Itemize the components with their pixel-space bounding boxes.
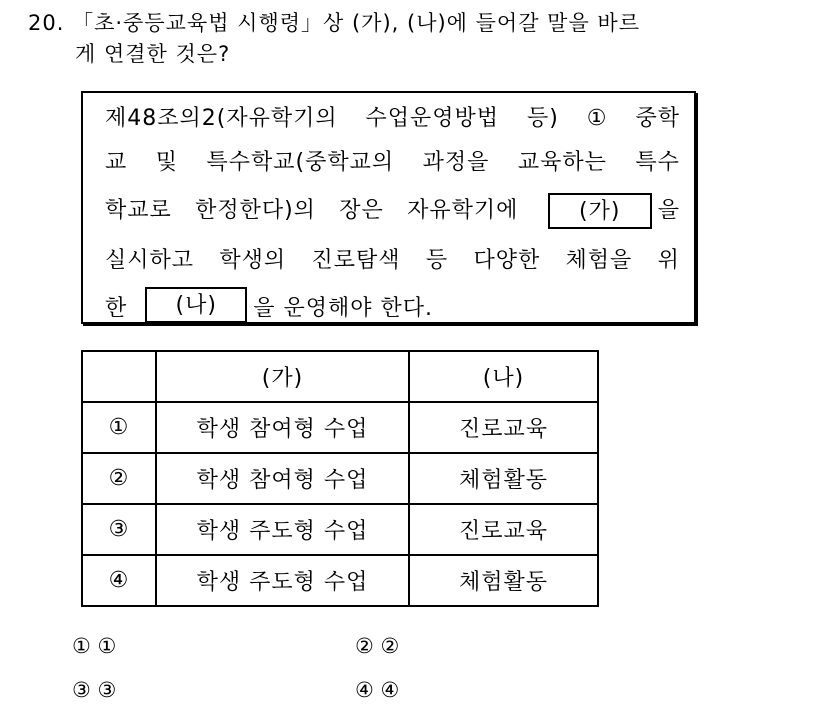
table-cell: 학생 주도형 수업 [156,555,409,606]
law-passage-box [81,91,696,324]
passage-line-2 [105,141,680,185]
question-number: 20. [28,11,65,35]
passage-word: 을 [657,198,680,223]
passage-word: 실시하고 [105,248,195,273]
passage-word: 제48조의2(자유학기의 [105,106,338,131]
table-cell: ③ [82,504,156,555]
answer-choices [72,624,638,712]
passage-line-4 [105,239,680,283]
choice-option-3[interactable]: ③ ③ [72,678,117,702]
passage-word: 수업운영방법 [365,106,500,131]
passage-word: ① [586,106,608,131]
table-cell: 학생 참여형 수업 [156,453,409,504]
passage-word: 특수 [635,150,680,175]
table-row [82,453,598,504]
table-cell: 체험활동 [409,555,598,606]
choice-option-4[interactable]: ④ ④ [355,678,400,702]
table-cell: 체험활동 [409,453,598,504]
table-cell: ② [82,453,156,504]
passage-word: 을 운영해야 한다. [253,296,434,321]
table-cell: 진로교육 [409,402,598,453]
passage-word: 등) [526,106,559,131]
choice-option-2[interactable]: ② ② [355,634,400,658]
table-header-row [82,351,598,402]
choice-option-1[interactable]: ① ① [72,634,117,658]
passage-word: 학생의 [219,248,287,273]
passage-word: 한정한다)의 [195,198,316,223]
passage-word: 및 [155,150,179,175]
choice-row [72,668,638,712]
passage-word: 등 [425,248,449,273]
question-text: 「초·중등교육법 시행령」상 (가), (나)에 들어갈 말을 바르 [72,11,640,35]
passage-word: 자유학기에 [407,198,519,223]
answer-table [81,350,599,607]
passage-line-3 [105,189,680,239]
table-header-cell [82,351,156,402]
question-line-1 [28,8,808,39]
passage-word: 체험을 [565,248,633,273]
question-line-2: 게 연결한 것은? [75,42,231,66]
passage-line-1 [105,97,680,141]
table-header-cell: (나) [409,351,598,402]
passage-word: 교 [105,150,128,175]
passage-word: 중학 [635,106,680,131]
blank-na-box: (나) [145,287,247,323]
table-row [82,555,598,606]
passage-word: 장은 [339,198,384,223]
blank-ga-box: (가) [548,193,652,229]
choice-row [72,624,638,668]
table-cell: 학생 주도형 수업 [156,504,409,555]
table-cell: 진로교육 [409,504,598,555]
passage-word: 다양한 [473,248,541,273]
question [28,8,808,70]
blank-ga-group [542,189,680,239]
passage-word: 특수학교(중학교의 [206,150,395,175]
table-cell: ① [82,402,156,453]
passage-word: 교육하는 [517,150,607,175]
table-cell: ④ [82,555,156,606]
passage-word: 과정을 [422,150,490,175]
passage-word: 한 [105,296,128,321]
table-header-cell: (가) [156,351,409,402]
table-cell: 학생 참여형 수업 [156,402,409,453]
passage-word: 학교로 [105,198,172,223]
passage-word: 위 [657,248,680,273]
table-row [82,504,598,555]
table-row [82,402,598,453]
passage-word: 진로탐색 [311,248,401,273]
passage-line-5 [105,287,680,337]
